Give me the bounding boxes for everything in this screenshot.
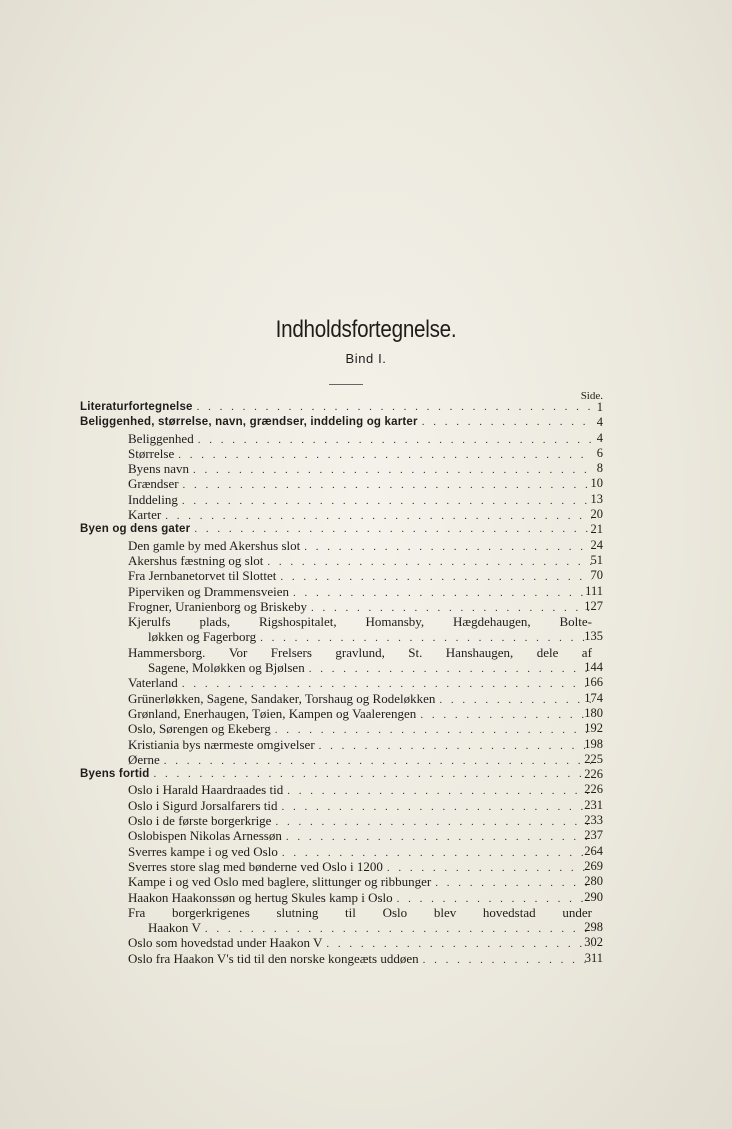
toc-item <box>128 890 592 905</box>
toc-section <box>80 522 592 537</box>
toc-entry-label: Beliggenhed <box>128 430 194 446</box>
page-number: 144 <box>584 660 603 675</box>
toc-entry <box>0 492 732 507</box>
toc-entry-label: Størrelse <box>128 445 175 461</box>
page-number: 269 <box>584 858 603 873</box>
toc-entry-label: Oslo som hovedstad under Haakon V <box>128 935 323 951</box>
leader-dots <box>183 478 592 491</box>
toc-item <box>128 798 592 813</box>
toc-entry-label: Oslo fra Haakon V's tid til den norske kongeæts uddøen <box>128 950 419 966</box>
toc-entry <box>0 798 732 813</box>
toc-entry <box>0 737 732 752</box>
toc-entry-label: Byen og dens gater <box>80 523 191 536</box>
toc-word: af <box>581 644 592 660</box>
toc-item <box>128 492 592 507</box>
toc-item <box>128 584 592 599</box>
toc-item <box>128 828 592 843</box>
leader-dots <box>205 922 592 935</box>
toc-item <box>128 782 592 797</box>
toc-item <box>128 599 592 614</box>
page-number: 20 <box>590 507 603 522</box>
page-number: 10 <box>590 476 603 491</box>
page-number: 231 <box>584 797 603 812</box>
toc-item <box>128 476 592 491</box>
toc-entry-line2 <box>148 660 592 675</box>
toc-word: under <box>562 904 592 920</box>
toc-entry <box>0 905 732 936</box>
page-number: 298 <box>584 920 603 935</box>
toc-item <box>128 721 592 736</box>
page-number: 226 <box>584 767 603 782</box>
toc-word: Vor <box>228 644 248 660</box>
toc-item <box>128 675 592 690</box>
leader-dots <box>178 448 592 461</box>
toc-entry <box>0 828 732 843</box>
page-number: 6 <box>596 445 603 460</box>
toc-entry-label: Akershus fæstning og slot <box>128 552 264 568</box>
toc-word: dele <box>536 644 559 660</box>
toc-entry-label: Den gamle by med Akershus slot <box>128 537 301 553</box>
leader-dots <box>164 754 592 767</box>
toc-entry <box>0 813 732 828</box>
page-number: 1 <box>596 400 603 414</box>
toc-entry-label: Piperviken og Drammensveien <box>128 583 290 599</box>
toc-item <box>128 859 592 874</box>
toc-entry-label: Karter <box>128 507 162 523</box>
toc-entry <box>0 584 732 599</box>
toc-entry <box>0 890 732 905</box>
page-number: 225 <box>584 751 603 766</box>
toc-entry <box>0 599 732 614</box>
toc-entry-label: Haakon V <box>148 920 201 936</box>
toc-entry-label: Inddeling <box>128 491 178 507</box>
toc-entry-line2 <box>148 629 592 644</box>
page-number: 302 <box>584 935 603 950</box>
toc-entry <box>0 767 732 782</box>
toc-word: plads, <box>199 614 231 630</box>
toc-entry-label: Grønland, Enerhaugen, Tøien, Kampen og Vaalerengen <box>128 705 417 721</box>
toc-entry-label: Oslobispen Nikolas Arnessøn <box>128 828 282 844</box>
toc-entry-label: Grændser <box>128 476 179 492</box>
leader-dots <box>194 522 592 537</box>
toc-entry <box>0 507 732 522</box>
toc-word: slutning <box>276 904 319 920</box>
leader-dots <box>287 784 592 797</box>
toc-section <box>80 767 592 782</box>
toc-word: Oslo <box>382 904 408 920</box>
toc-word: Bolte- <box>559 614 592 630</box>
toc-item <box>128 737 592 752</box>
toc-entry-label: Oslo, Sørengen og Ekeberg <box>128 721 271 737</box>
page-number: 233 <box>584 813 603 828</box>
toc-entry-label: Beliggenhed, størrelse, navn, grændser, inddeling og karter <box>80 416 418 429</box>
toc-entry-label: Byens fortid <box>80 768 150 781</box>
leader-dots <box>198 433 592 446</box>
toc-word: Hanshaugen, <box>445 644 514 660</box>
toc-entry <box>0 721 732 736</box>
leader-dots <box>197 400 592 415</box>
page-number: 192 <box>584 721 603 736</box>
toc-entry-label: Fra Jernbanetorvet til Slottet <box>128 568 277 584</box>
page-number: 24 <box>590 537 603 552</box>
page-number: 111 <box>585 583 603 598</box>
toc-word: Hammersborg. <box>128 644 206 660</box>
toc-entry-label: Vaterland <box>128 675 178 691</box>
toc-entry <box>0 752 732 767</box>
toc-word: Rigshospitalet, <box>258 614 337 630</box>
toc-entry-label: Grünerløkken, Sagene, Sandaker, Torshaug og Rodeløkken <box>128 690 436 706</box>
toc-entry <box>0 461 732 476</box>
toc-item <box>128 935 592 950</box>
toc-entry <box>0 675 732 690</box>
toc-item <box>128 431 592 446</box>
page-number: 311 <box>584 950 603 965</box>
toc-entry <box>0 415 732 430</box>
page-number: 70 <box>590 568 603 583</box>
toc-word: hovedstad <box>482 904 536 920</box>
page-number: 290 <box>584 889 603 904</box>
toc-entry-label: Frogner, Uranienborg og Briskeby <box>128 598 308 614</box>
toc-entry <box>0 951 732 966</box>
toc-entry <box>0 874 732 889</box>
toc-entry-label: Oslo i Sigurd Jorsalfarers tid <box>128 797 278 813</box>
page-column-header: Side. <box>580 390 603 402</box>
page-number: 8 <box>596 461 603 476</box>
toc-entry-label: Literaturfortegnelse <box>80 401 193 413</box>
leader-dots <box>193 463 592 476</box>
page-number: 198 <box>584 736 603 751</box>
leader-dots <box>154 767 593 782</box>
page-number: 237 <box>584 828 603 843</box>
toc-entry <box>0 935 732 950</box>
toc-entry-label: Sagene, Moløkken og Bjølsen <box>148 660 305 676</box>
page-title: Indholdsfortegnelse. <box>275 316 457 343</box>
leader-dots <box>293 586 592 599</box>
toc-word: Frelsers <box>270 644 312 660</box>
toc-word: Homansby, <box>365 614 425 630</box>
toc-word: Hægdehaugen, <box>453 614 531 630</box>
toc-item <box>128 538 592 553</box>
leader-dots <box>267 555 592 568</box>
leader-dots <box>275 723 592 736</box>
toc-entry <box>0 614 732 645</box>
toc-entry <box>0 706 732 721</box>
toc-item <box>128 446 592 461</box>
toc-item <box>128 691 592 706</box>
toc-entry-label: Haakon Haakonssøn og hertug Skules kamp i Oslo <box>128 889 393 905</box>
leader-dots <box>275 815 592 828</box>
page-number: 4 <box>596 430 603 445</box>
leader-dots <box>311 601 592 614</box>
toc-word: Kjerulfs <box>128 614 171 630</box>
toc-entry <box>0 553 732 568</box>
toc-entry <box>0 782 732 797</box>
page-number: 51 <box>590 552 603 567</box>
toc-entry-line1 <box>128 614 592 629</box>
toc-entry <box>0 522 732 537</box>
leader-dots <box>319 739 592 752</box>
toc-section <box>80 415 592 430</box>
toc-entry-label: Kristiania bys nærmeste omgivelser <box>128 736 315 752</box>
toc-entry-label: Kampe i og ved Oslo med baglere, slittunger og ribbunger <box>128 874 432 890</box>
leader-dots <box>309 662 592 675</box>
page-number: 280 <box>584 874 603 889</box>
toc-entry <box>0 476 732 491</box>
page-number: 13 <box>590 491 603 506</box>
toc-word: St. <box>408 644 423 660</box>
leader-dots <box>260 631 592 644</box>
leader-dots <box>165 509 592 522</box>
toc-entry-label: Byens navn <box>128 461 190 477</box>
leader-dots <box>281 800 592 813</box>
toc-item <box>128 844 592 859</box>
page-number: 174 <box>584 690 603 705</box>
toc-entry-line1 <box>128 905 592 920</box>
page-number: 180 <box>584 705 603 720</box>
leader-dots <box>280 570 592 583</box>
page-number: 166 <box>584 675 603 690</box>
toc-item <box>128 507 592 522</box>
page-number: 21 <box>590 522 603 537</box>
toc-entry <box>0 400 732 415</box>
toc-entry <box>0 645 732 676</box>
toc-entry <box>0 859 732 874</box>
leader-dots <box>282 846 592 859</box>
toc-item <box>128 813 592 828</box>
toc-entry-label: Oslo i Harald Haardraades tid <box>128 782 284 798</box>
toc-entry <box>0 446 732 461</box>
toc-entry <box>0 431 732 446</box>
toc-entry <box>0 568 732 583</box>
toc-entry <box>0 844 732 859</box>
leader-dots <box>326 937 592 950</box>
toc-word: til <box>345 904 356 920</box>
page-number: 135 <box>584 629 603 644</box>
leader-dots <box>304 540 592 553</box>
toc-section <box>80 400 592 415</box>
page-number: 4 <box>596 415 603 430</box>
leader-dots <box>286 830 592 843</box>
toc-entry-line2 <box>148 920 592 935</box>
volume-label: Bind I. <box>345 351 387 366</box>
toc-word: Fra <box>128 904 146 920</box>
page-number: 264 <box>584 843 603 858</box>
toc-entry-label: Sverres kampe i og ved Oslo <box>128 843 278 859</box>
toc-item <box>128 951 592 966</box>
toc-entry <box>0 538 732 553</box>
leader-dots <box>182 677 592 690</box>
page-number: 127 <box>584 598 603 613</box>
toc-entry-label: Sverres store slag med bønderne ved Oslo i 1200 <box>128 858 383 874</box>
leader-dots <box>182 494 592 507</box>
toc-entry-line1 <box>128 645 592 660</box>
toc-item <box>128 752 592 767</box>
toc-item <box>128 706 592 721</box>
toc-word: gravlund, <box>335 644 385 660</box>
toc-entry-label: Oslo i de første borgerkrige <box>128 813 272 829</box>
toc-item <box>128 461 592 476</box>
table-of-contents <box>0 400 732 966</box>
toc-word: blev <box>433 904 457 920</box>
toc-item <box>128 553 592 568</box>
page-number: 226 <box>584 782 603 797</box>
toc-entry <box>0 691 732 706</box>
toc-word: borgerkrigenes <box>172 904 250 920</box>
toc-item <box>128 874 592 889</box>
leader-dots <box>387 861 592 874</box>
toc-entry-label: løkken og Fagerborg <box>148 629 257 645</box>
divider <box>329 384 363 385</box>
toc-entry-label: Øerne <box>128 751 160 767</box>
toc-item <box>128 568 592 583</box>
